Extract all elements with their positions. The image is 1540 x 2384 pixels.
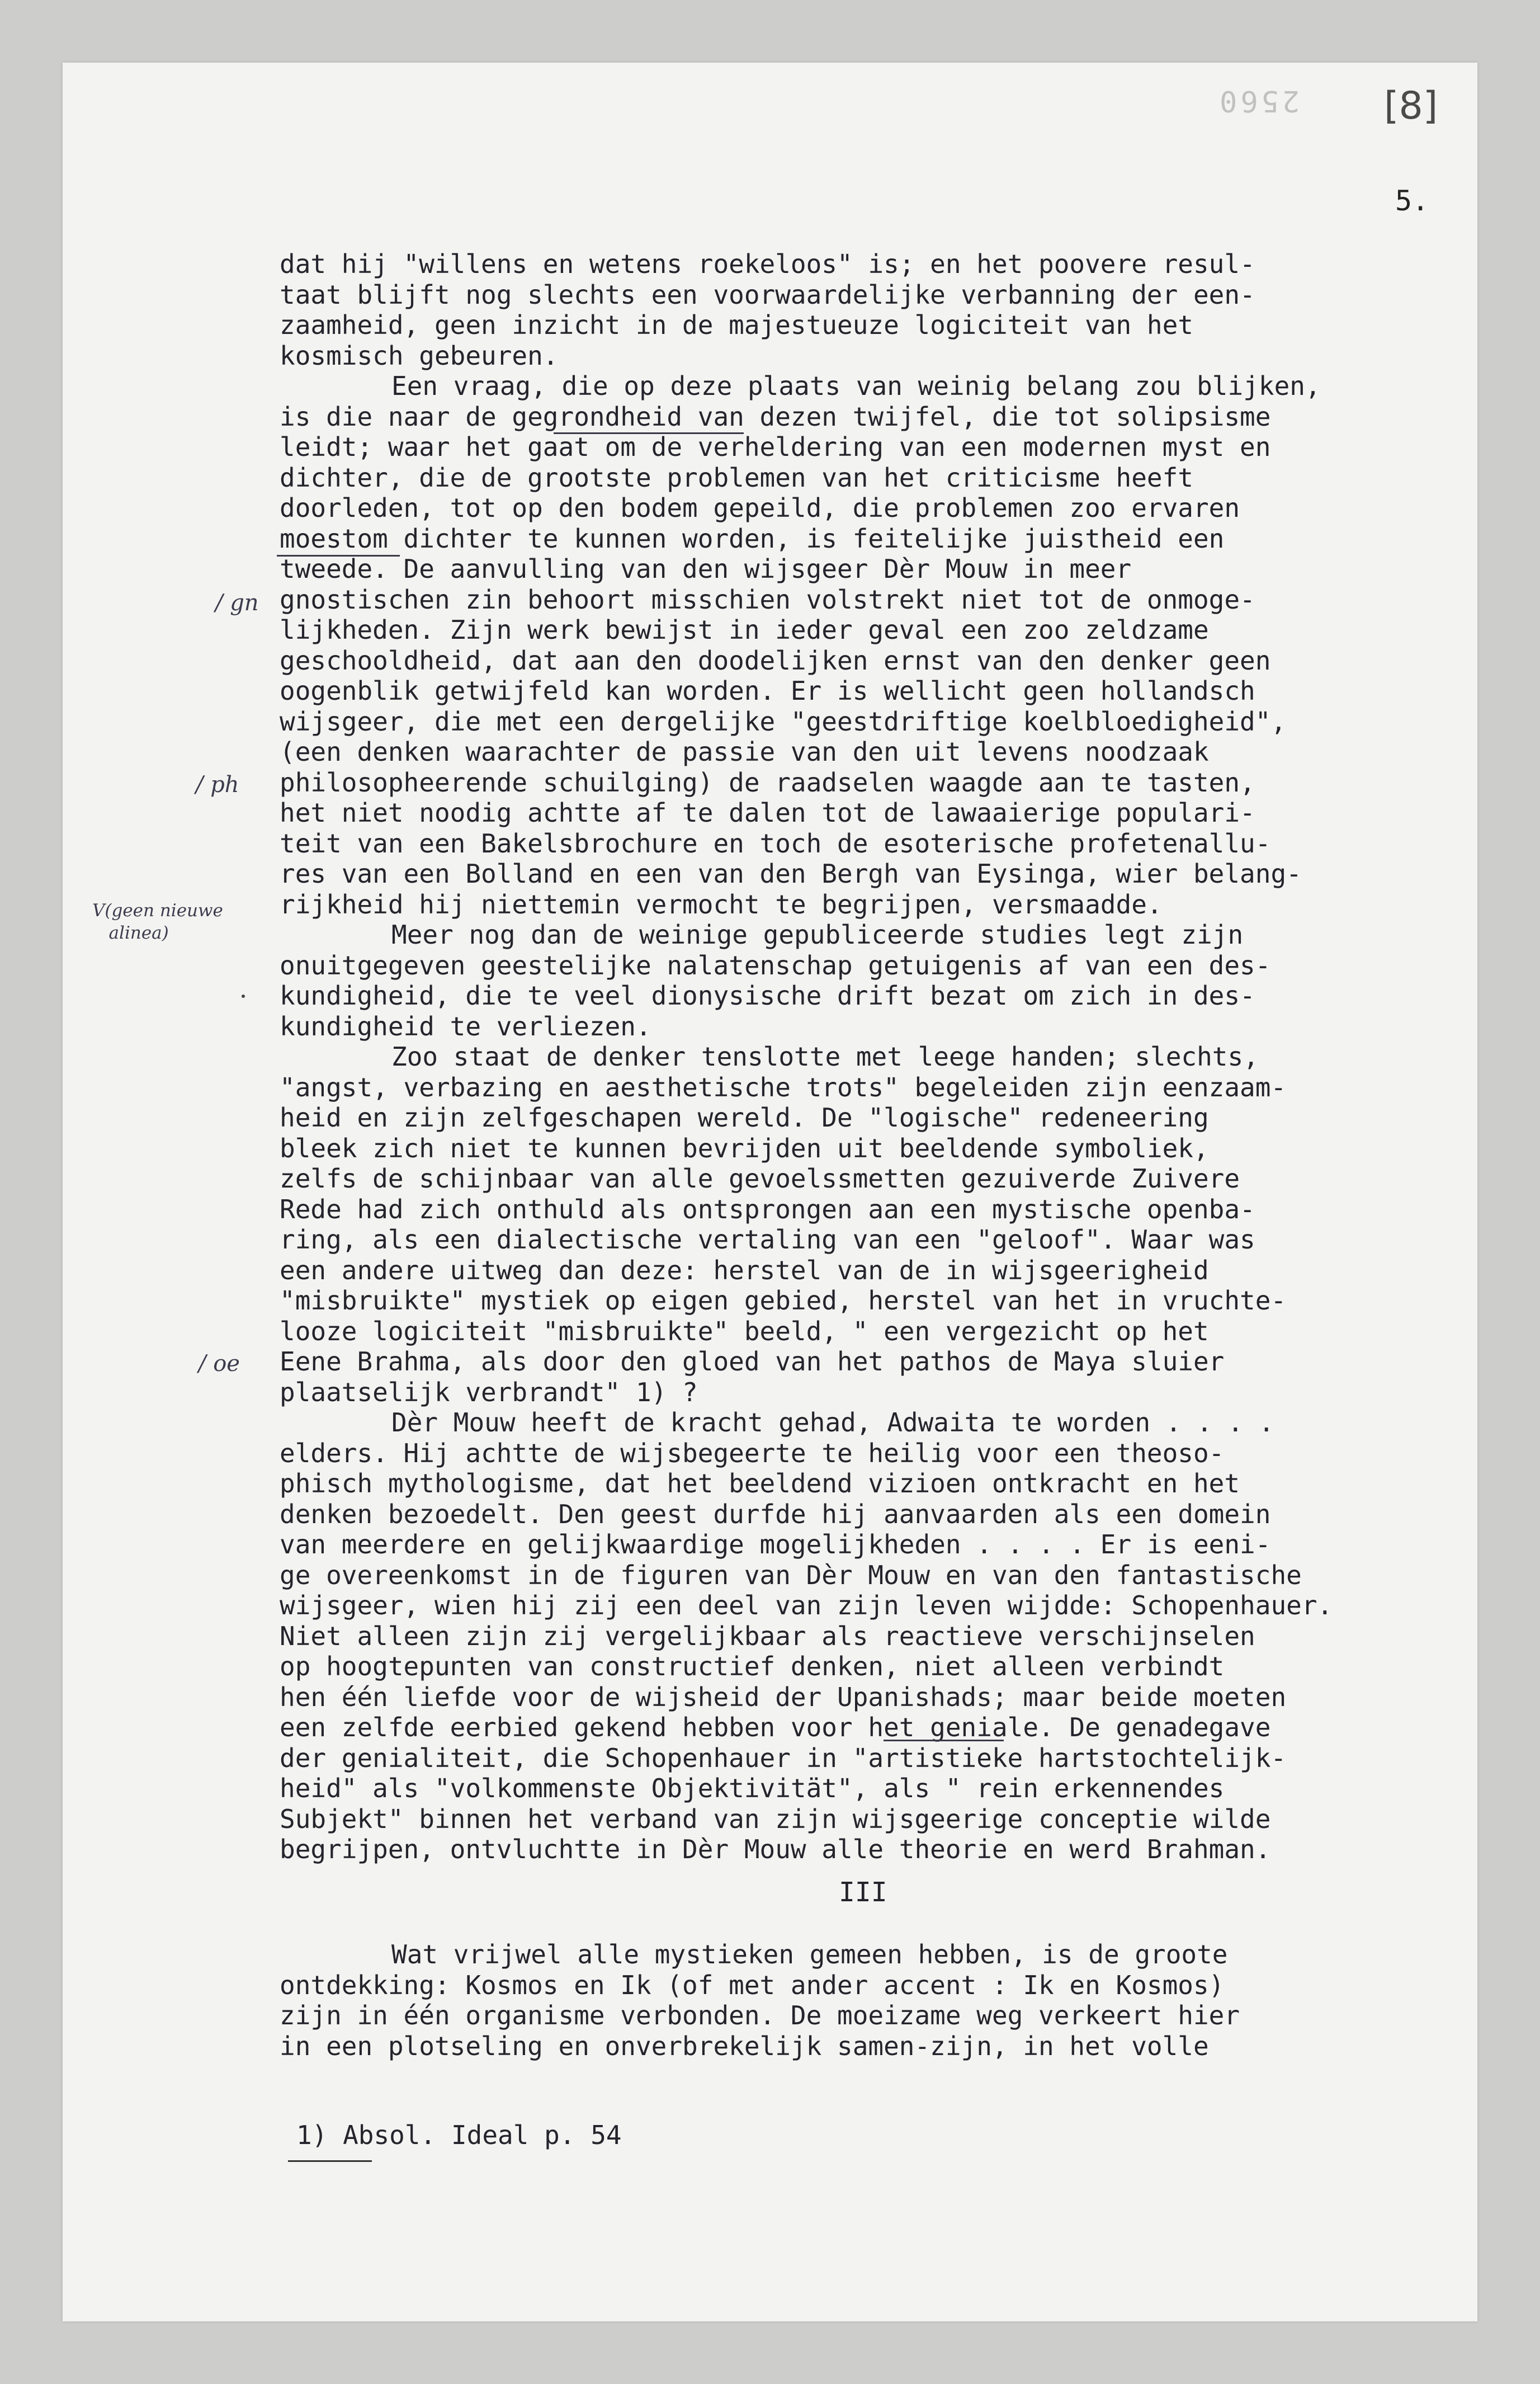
- text-line: heid" als "volkommenste Objektivität", als " rein erkennendes: [280, 1773, 1225, 1803]
- text-line: kundigheid te verliezen.: [280, 1011, 651, 1042]
- text-line: teit van een Bakelsbrochure en toch de esoterische profetenallu-: [280, 828, 1271, 859]
- text-line: dat hij "willens en wetens roekeloos" is; en het poovere resul-: [280, 249, 1255, 279]
- text-line: heid en zijn zelfgeschapen wereld. De "logische" redeneering: [280, 1103, 1209, 1133]
- text-line: wijsgeer, wien hij zij een deel van zijn leven wijdde: Schopenhauer.: [280, 1590, 1333, 1620]
- text-line: is die naar de gegrondheid van dezen twijfel, die tot solipsisme: [280, 401, 1271, 432]
- text-line: Eene Brahma, als door den gloed van het pathos de Maya sluier: [280, 1346, 1225, 1377]
- text-line: der genialiteit, die Schopenhauer in "artistieke hartstochtelijk-: [280, 1742, 1287, 1773]
- margin-dot-mark: [242, 995, 245, 998]
- text-line: plaatselijk verbrandt" 1) ?: [280, 1377, 698, 1407]
- text-line: oogenblik getwijfeld kan worden. Er is wellicht geen hollandsch: [280, 676, 1255, 706]
- text-line: elders. Hij achtte de wijsbegeerte te heilig voor een theoso-: [280, 1438, 1225, 1468]
- text-line: Dèr Mouw heeft de kracht gehad, Adwaita te worden . . . .: [391, 1407, 1274, 1438]
- text-line: op hoogtepunten van constructief denken, niet alleen verbindt: [280, 1651, 1225, 1681]
- text-line: een zelfde eerbied gekend hebben voor het geniale. De genadegave: [280, 1712, 1271, 1742]
- text-line: Zoo staat de denker tenslotte met leege handen; slechts,: [391, 1042, 1259, 1072]
- text-line: Subjekt" binnen het verband van zijn wijsgeerige conceptie wilde: [280, 1803, 1271, 1834]
- text-line: (een denken waarachter de passie van den uit levens noodzaak: [280, 737, 1209, 767]
- text-line: Wat vrijwel alle mystieken gemeen hebben, is de groote: [391, 1939, 1228, 1970]
- text-line: ontdekking: Kosmos en Ik (of met ander accent : Ik en Kosmos): [280, 1970, 1225, 2000]
- handwritten-underline: [277, 555, 400, 557]
- text-line: ge overeenkomst in de figuren van Dèr Mouw en van den fantastische: [280, 1560, 1302, 1590]
- text-line: het niet noodig achtte af te dalen tot de lawaaierige populari-: [280, 798, 1255, 828]
- text-line: begrijpen, ontvluchtte in Dèr Mouw alle theorie en werd Brahman.: [280, 1834, 1271, 1864]
- text-line: gnostischen zin behoort misschien volstrekt niet tot de onmoge-: [280, 584, 1255, 615]
- text-line: onuitgegeven geestelijke nalatenschap getuigenis af van een des-: [280, 950, 1271, 981]
- text-line: bleek zich niet te kunnen bevrijden uit beeldende symboliek,: [280, 1133, 1209, 1163]
- text-line: doorleden, tot op den bodem gepeild, die problemen zoo ervaren: [280, 493, 1240, 523]
- text-line: hen één liefde voor de wijsheid der Upanishads; maar beide moeten: [280, 1681, 1287, 1712]
- text-line: res van een Bolland en een van den Bergh van Eysinga, wier belang-: [280, 859, 1302, 889]
- section-heading: III: [839, 1877, 887, 1908]
- text-line: kosmisch gebeuren.: [280, 340, 559, 371]
- text-line: denken bezoedelt. Den geest durfde hij aanvaarden als een domein: [280, 1499, 1271, 1529]
- archive-stamp: 2560: [1216, 84, 1300, 117]
- handwritten-underline: [884, 1740, 1004, 1741]
- text-line: taat blijft nog slechts een voorwaardelijke verbanning der een-: [280, 279, 1255, 310]
- text-line: "misbruikte" mystiek op eigen gebied, herstel van het in vruchte-: [280, 1285, 1287, 1316]
- text-line: "angst, verbazing en aesthetische trots" begeleiden zijn eenzaam-: [280, 1072, 1287, 1103]
- text-line: zaamheid, geen inzicht in de majestueuze logiciteit van het: [280, 310, 1193, 340]
- margin-correction-note: / ph: [196, 772, 239, 798]
- margin-correction-note: / oe: [199, 1351, 240, 1377]
- text-line: Niet alleen zijn zij vergelijkbaar als reactieve verschijnselen: [280, 1620, 1255, 1651]
- text-line: in een plotseling en onverbrekelijk samen-zijn, in het volle: [280, 2030, 1209, 2061]
- footnote: 1) Absol. Ideal p. 54: [296, 2120, 622, 2150]
- text-line: van meerdere en gelijkwaardige mogelijkheden . . . . Er is eeni-: [280, 1529, 1271, 1560]
- handwritten-underline: [554, 432, 744, 434]
- text-line: leidt; waar het gaat om de verheldering van een modernen myst en: [280, 432, 1271, 462]
- main-text: [280, 249, 1333, 1865]
- text-line: zijn in één organisme verbonden. De moeizame weg verkeert hier: [280, 2000, 1240, 2030]
- text-line: geschooldheid, dat aan den doodelijken ernst van den denker geen: [280, 645, 1271, 676]
- text-line: moestom dichter te kunnen worden, is feitelijke juistheid een: [280, 523, 1225, 554]
- text-line: ring, als een dialectische vertaling van een "geloof". Waar was: [280, 1224, 1255, 1255]
- folio-mark: [8]: [1384, 84, 1438, 128]
- text-line: kundigheid, die te veel dionysische drift bezat om zich in des-: [280, 981, 1255, 1011]
- text-line: rijkheid hij niettemin vermocht te begrijpen, versmaadde.: [280, 889, 1163, 920]
- text-line: zelfs de schijnbaar van alle gevoelssmetten gezuiverde Zuivere: [280, 1163, 1240, 1194]
- text-line: Rede had zich onthuld als ontsprongen aan een mystische openba-: [280, 1194, 1255, 1224]
- text-line: looze logiciteit "misbruikte" beeld, " een vergezicht op het: [280, 1316, 1209, 1346]
- text-line: wijsgeer, die met een dergelijke "geestdriftige koelbloedigheid",: [280, 706, 1287, 737]
- text-line: phisch mythologisme, dat het beeldend vizioen ontkracht en het: [280, 1468, 1240, 1499]
- text-line: dichter, die de grootste problemen van het criticisme heeft: [280, 462, 1193, 493]
- text-line: een andere uitweg dan deze: herstel van de in wijsgeerigheid: [280, 1255, 1209, 1285]
- footnote-underline: [288, 2160, 372, 2162]
- text-line: tweede. De aanvulling van den wijsgeer Dèr Mouw in meer: [280, 554, 1132, 584]
- text-line: Meer nog dan de weinige gepubliceerde studies legt zijn: [391, 920, 1244, 950]
- text-line: philosopheerende schuilging) de raadselen waagde aan te tasten,: [280, 767, 1255, 798]
- margin-correction-note: V(geen nieuwe alinea): [92, 901, 223, 943]
- text-line: Een vraag, die op deze plaats van weinig belang zou blijken,: [391, 371, 1321, 401]
- section-text: [280, 1939, 1240, 2061]
- text-line: lijkheden. Zijn werk bewijst in ieder geval een zoo zeldzame: [280, 615, 1209, 645]
- page-number: 5.: [1395, 185, 1429, 217]
- margin-correction-note: / gn: [215, 590, 259, 616]
